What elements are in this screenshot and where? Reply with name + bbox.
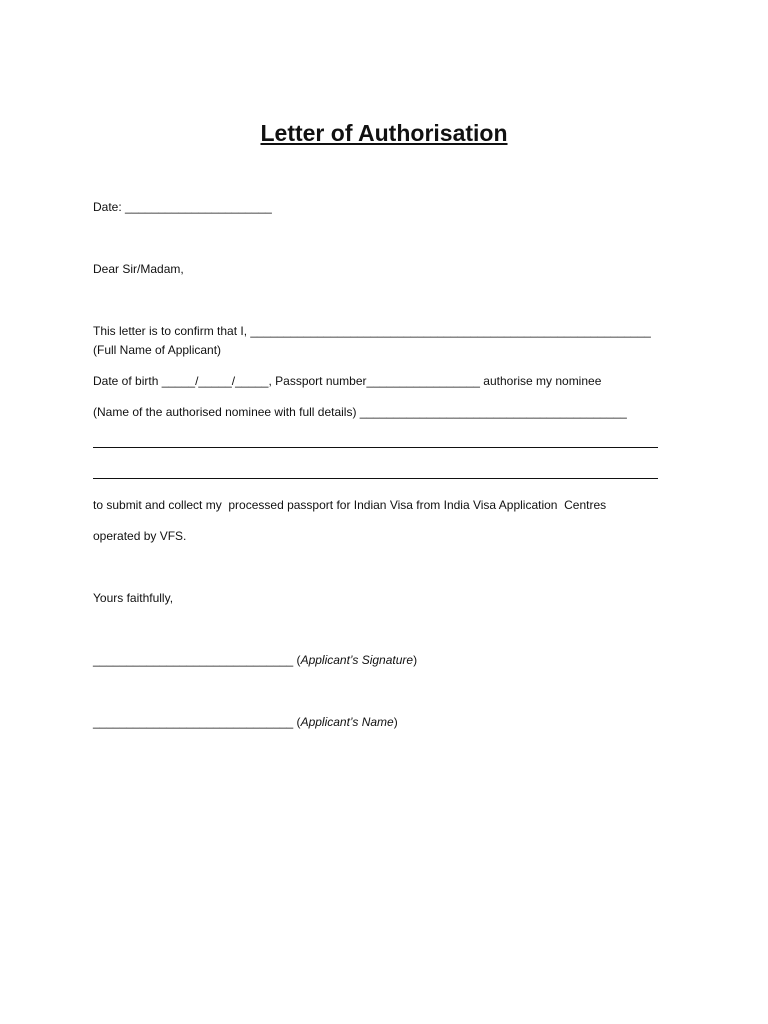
date-line: Date: ______________________: [93, 200, 272, 214]
confirm-line: This letter is to confirm that I, ____________________________________________________________: [93, 324, 651, 338]
purpose-line: to submit and collect my processed passport for Indian Visa from India Visa Application Centres: [93, 498, 607, 512]
signature-blank: ______________________________: [93, 653, 294, 667]
signature-label: Applicant’s Signature: [300, 653, 414, 667]
applicant-name-line: [93, 714, 398, 730]
nominee-details-rule-1: [93, 447, 658, 448]
dob-passport-line: Date of birth _____/_____/_____, Passport number_________________ authorise my nominee: [93, 374, 602, 388]
name-close-paren: ): [393, 715, 398, 729]
salutation: Dear Sir/Madam,: [93, 262, 184, 276]
signature-open-paren: (: [293, 653, 301, 667]
applicant-name-label: Applicant’s Name: [300, 715, 394, 729]
operated-by-line: operated by VFS.: [93, 529, 187, 543]
signature-line: [93, 652, 417, 668]
document-title: Letter of Authorisation: [260, 120, 508, 146]
closing: Yours faithfully,: [93, 591, 174, 605]
nominee-details-rule-2: [93, 478, 658, 479]
name-blank: ______________________________: [93, 715, 294, 729]
name-open-paren: (: [293, 715, 301, 729]
signature-close-paren: ): [413, 653, 418, 667]
full-name-label: (Full Name of Applicant): [93, 343, 222, 357]
nominee-line: (Name of the authorised nominee with full details) ________________________________________: [93, 405, 627, 419]
